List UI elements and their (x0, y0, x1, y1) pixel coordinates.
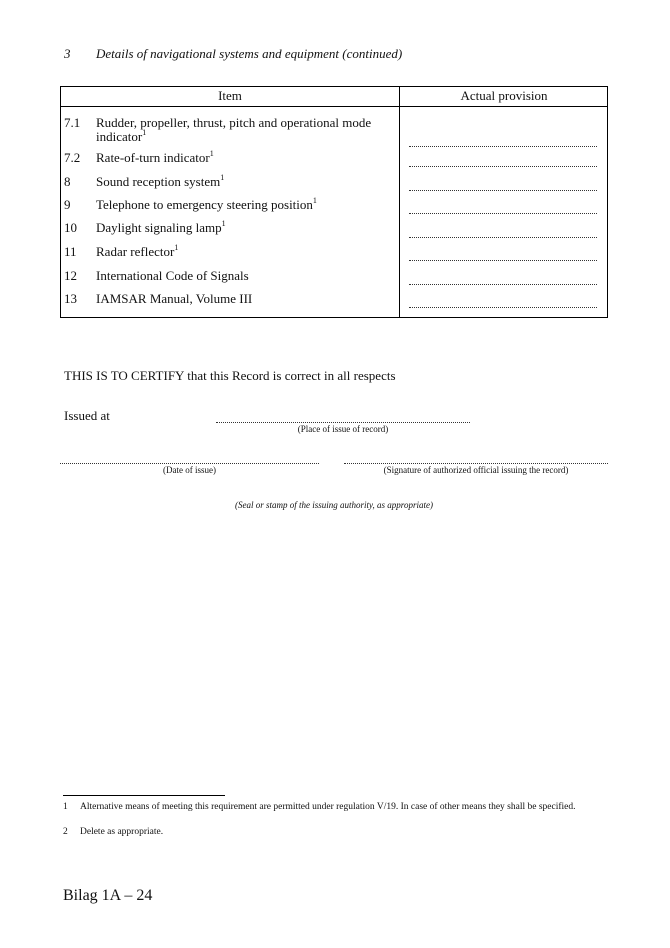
provision-field-8[interactable] (409, 190, 597, 191)
provision-field-10[interactable] (409, 237, 597, 238)
provision-field-7-1[interactable] (409, 146, 597, 147)
footnote-ref: 1 (174, 243, 179, 252)
provision-field-9[interactable] (409, 213, 597, 214)
section-title: Details of navigational systems and equipment (continued) (96, 46, 403, 61)
footnote-ref: 1 (221, 219, 226, 228)
header-item: Item (218, 88, 242, 103)
item-number: 9 (64, 197, 71, 212)
footnote-text: Alternative means of meeting this requirement are permitted under regulation V/19. In case of other means they shall be specified. (80, 802, 576, 812)
place-caption: (Place of issue of record) (297, 424, 389, 434)
item-text: Radar reflector (96, 244, 175, 259)
item-text: Rudder, propeller, thrust, pitch and operational mode indicator (96, 115, 372, 144)
equipment-table (60, 86, 608, 318)
item-number: 7.2 (64, 150, 81, 165)
item-text: Sound reception system (96, 174, 221, 189)
certification-statement: THIS IS TO CERTIFY that this Record is correct in all respects (64, 368, 396, 383)
provision-field-13[interactable] (409, 307, 597, 308)
item-text: International Code of Signals (96, 268, 249, 283)
date-caption: (Date of issue) (163, 465, 216, 475)
item-number: 11 (64, 244, 77, 259)
signature-field[interactable] (344, 463, 608, 464)
signature-caption: (Signature of authorized official issuing the record) (383, 465, 569, 475)
footnote-ref: 1 (220, 173, 225, 182)
section-number: 3 (64, 46, 71, 61)
footnote-2 (63, 826, 603, 840)
place-of-issue-field[interactable] (216, 422, 470, 423)
item-text: IAMSAR Manual, Volume III (96, 291, 253, 306)
page-label: Bilag 1A – 24 (63, 887, 153, 904)
provision-field-11[interactable] (409, 260, 597, 261)
seal-caption: (Seal or stamp of the issuing authority, as appropriate) (235, 500, 433, 510)
item-number: 13 (64, 291, 77, 306)
date-of-issue-field[interactable] (60, 463, 319, 464)
section-heading (64, 46, 402, 62)
item-text: Telephone to emergency steering position (96, 197, 313, 212)
item-number: 12 (64, 268, 77, 283)
footnote-ref: 1 (312, 196, 317, 205)
item-number: 10 (64, 220, 77, 235)
footnote-text: Delete as appropriate. (80, 827, 164, 837)
footnote-1 (63, 801, 603, 827)
issued-at-label: Issued at (64, 408, 110, 423)
footnote-mark: 1 (63, 802, 68, 812)
item-text: Rate-of-turn indicator (96, 150, 210, 165)
footnote-mark: 2 (63, 827, 68, 837)
item-number: 7.1 (64, 115, 81, 130)
footnote-ref: 1 (209, 149, 214, 158)
provision-field-12[interactable] (409, 284, 597, 285)
header-divider (61, 106, 607, 107)
header-actual-provision: Actual provision (460, 88, 548, 103)
item-text: Daylight signaling lamp (96, 220, 222, 235)
footnote-separator (63, 795, 225, 796)
provision-field-7-2[interactable] (409, 166, 597, 167)
item-number: 8 (64, 174, 71, 189)
column-divider (399, 87, 400, 317)
footnote-ref: 1 (142, 128, 147, 137)
